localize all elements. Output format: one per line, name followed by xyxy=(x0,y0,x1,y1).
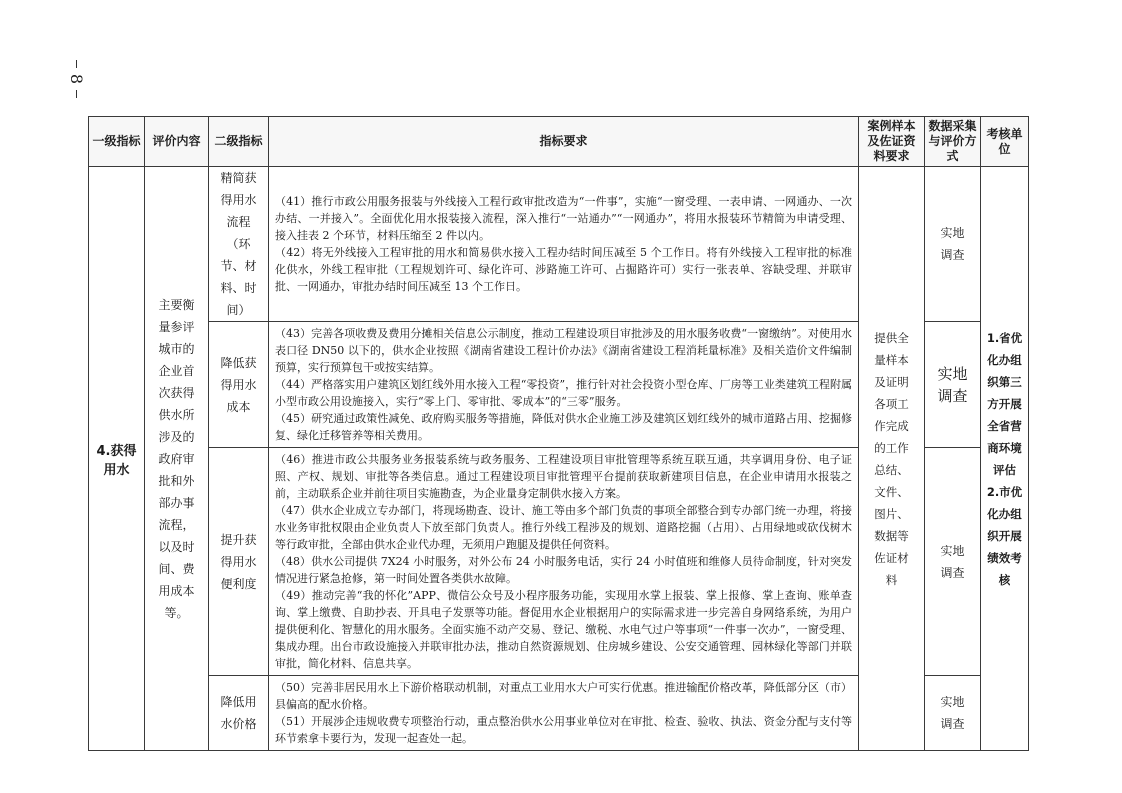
level2-indicator-cell: 精简获得用水流程（环节、材料、时间） xyxy=(209,167,269,322)
data-method-cell: 实地调查 xyxy=(925,322,981,448)
header-level1: 一级指标 xyxy=(89,117,145,167)
unit-cell: 1.省优化办组织第三方开展全省营商环境评估 2.市优化办组织开展绩效考核 xyxy=(981,167,1029,751)
level2-indicator-cell: 提升获得用水便利度 xyxy=(209,448,269,676)
level2-indicator-cell: 降低用水价格 xyxy=(209,676,269,751)
requirement-item: （48）供水公司提供 7X24 小时服务，对外公布 24 小时服务电话，实行 24 小时值班和维修人员待命制度，针对突发情况进行紧急抢修，第一时间处置各类供水故障。 xyxy=(275,555,852,585)
requirements-cell xyxy=(269,322,859,448)
requirement-item: （47）供水企业成立专办部门，将现场勘查、设计、施工等由多个部门负责的事项全部整合到专办部门统一办理，将接水业务审批权限由企业负责人下放至部门负责人。推行外线工程涉及的规划、道路挖掘（占用）、占用绿地或砍伐树木等行政审批，全部由供水企业代办理，无须用户跑腿及提供任何资料。 xyxy=(275,504,852,551)
header-data-method: 数据采集与评价方式 xyxy=(925,117,981,167)
level1-indicator-cell: 4.获得用水 xyxy=(89,167,145,751)
requirements-cell xyxy=(269,167,859,322)
requirement-item: （51）开展涉企违规收费专项整治行动，重点整治供水公用事业单位对在审批、检查、验收、执法、资金分配与支付等环节索拿卡要行为，发现一起查处一起。 xyxy=(275,715,852,745)
data-method-cell: 实地调查 xyxy=(925,167,981,322)
requirement-item: （42）将无外线接入工程审批的用水和简易供水接入工程办结时间压减至 5 个工作日。将有外线接入工程审批的标准化供水，外线工程审批（工程规划许可、绿化许可、涉路施工许可、占掘路许可）实行一张表单、容缺受理、并联审批、一网通办，审批办结时间压减至 13 个工作日。 xyxy=(275,246,852,293)
page-number-value: 8 xyxy=(67,73,86,85)
requirement-item: （46）推进市政公共服务业务报装系统与政务服务、工程建设项目审批管理等系统互联互通，共享调用身份、电子证照、产权、规划、审批等各类信息。通过工程建设项目审批管理平台提前获取新建项目信息，在企业申请用水报装之前，主动联系企业并前往项目实施勘查，为企业量身定制供水接入方案。 xyxy=(275,453,852,500)
header-eval-content: 评价内容 xyxy=(145,117,209,167)
requirement-item: （41）推行市政公用服务报装与外线接入工程行政审批改造为“一件事”，实施“一窗受理、一表申请、一网通办、一次办结、一并接入”。全面优化用水报装接入流程，深入推行“一站通办”“一网通办”，将用水报装环节精简为申请受理、接入挂表 2 个环节，材料压缩至 2 件以内。 xyxy=(275,195,852,242)
requirement-item: （49）推动完善“我的怀化”APP、微信公众号及小程序服务功能，实现用水掌上报装、掌上报修、掌上查询、账单查询、掌上缴费、自助抄表、开具电子发票等功能。督促用水企业根据用户的实际需求进一步完善自身网络系统，为用户提供便利化、智慧化的用水服务。全面实施不动产交易、登记、缴税、水电气过户等事项“一件事一次办”，一窗受理、集成办理。出台市政设施接入并联审批办法，推动自然资源规划、住房城乡建设、公安交通管理、园林绿化等部门并联审批，简化材料、信息共享。 xyxy=(275,589,852,670)
table-row xyxy=(89,167,1029,322)
requirement-item: （44）严格落实用户建筑区划红线外用水接入工程“零投资”，推行针对社会投资小型仓库、厂房等工业类建筑工程附属小型市政公用设施接入，实行“零上门、零审批、零成本”的“三零”服务。 xyxy=(275,378,852,408)
header-case-sample: 案例样本及佐证资料要求 xyxy=(859,117,925,167)
level2-indicator-cell: 降低获得用水成本 xyxy=(209,322,269,448)
eval-content-cell: 主要衡量参评城市的企业首次获得供水所涉及的政府审批和外部办事流程，以及时间、费用成本等。 xyxy=(145,167,209,751)
case-sample-cell: 提供全量样本及证明各项工作完成的工作总结、文件、图片、数据等佐证材料 xyxy=(859,167,925,751)
requirement-item: （45）研究通过政策性减免、政府购买服务等措施，降低对供水企业施工涉及建筑区划红线外的城市道路占用、挖掘修复、绿化迁移管养等相关费用。 xyxy=(275,412,852,442)
header-unit: 考核单位 xyxy=(981,117,1029,167)
requirement-item: （50）完善非居民用水上下游价格联动机制，对重点工业用水大户可实行优惠。推进输配价格改革，降低部分区（市）县偏高的配水价格。 xyxy=(275,681,852,711)
page-number xyxy=(66,60,86,110)
indicator-table xyxy=(88,116,1029,751)
requirements-cell xyxy=(269,448,859,676)
requirements-cell xyxy=(269,676,859,751)
header-level2: 二级指标 xyxy=(209,117,269,167)
data-method-cell: 实地调查 xyxy=(925,448,981,676)
page-number-dash-top xyxy=(76,60,77,68)
requirement-item: （43）完善各项收费及费用分摊相关信息公示制度，推动工程建设项目审批涉及的用水服务收费“一窗缴纳”。对使用水表口径 DN50 以下的，供水企业按照《湖南省建设工程计价办法》《湖南省建设工程消耗量标准》及相关造价文件编制预算，实行预算包干或按实结算。 xyxy=(275,327,852,374)
header-requirements: 指标要求 xyxy=(269,117,859,167)
page-number-dash-bottom xyxy=(76,90,77,98)
data-method-cell: 实地调查 xyxy=(925,676,981,751)
table-header-row xyxy=(89,117,1029,167)
